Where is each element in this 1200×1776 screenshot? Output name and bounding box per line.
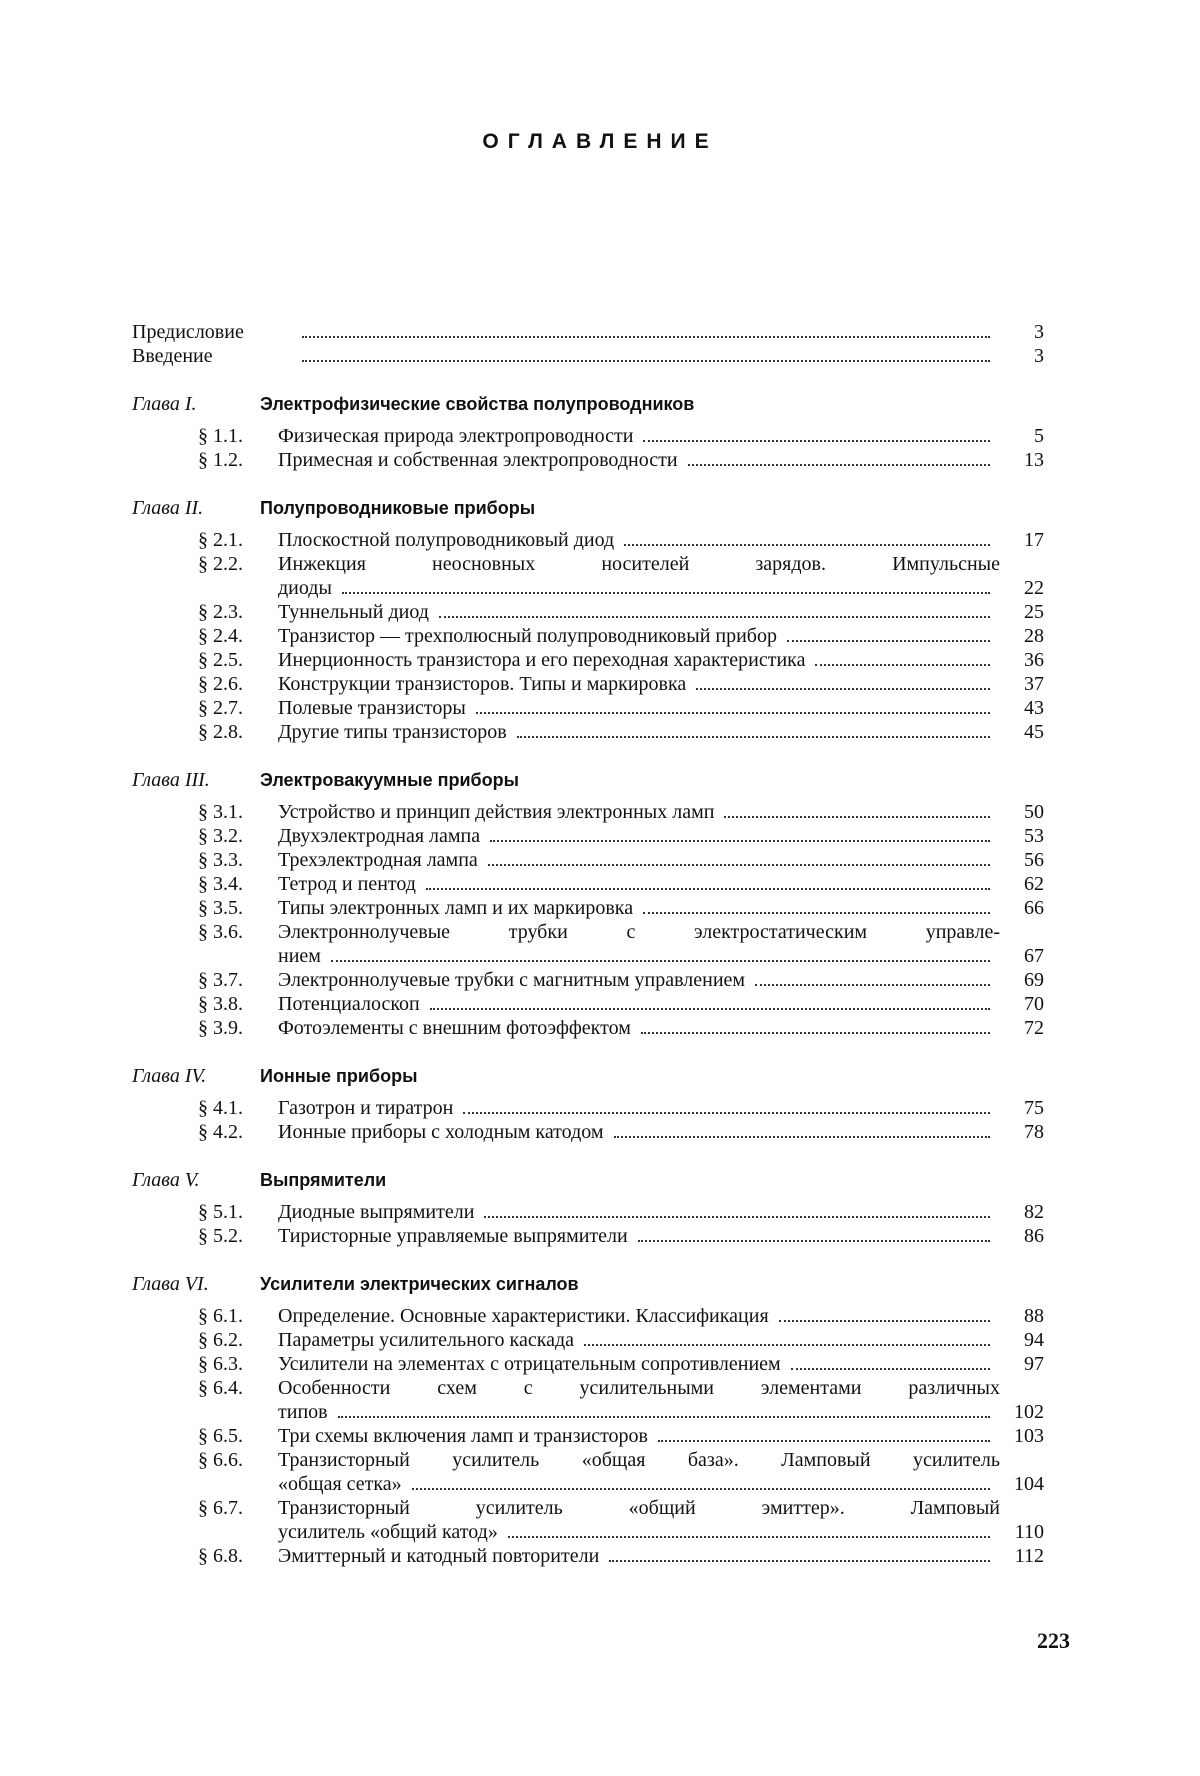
dot-leader bbox=[696, 688, 990, 690]
section-number: § 3.2. bbox=[198, 825, 243, 847]
dot-leader bbox=[490, 840, 990, 842]
chapter-label: Глава II. bbox=[132, 497, 204, 519]
section-page: 104 bbox=[1014, 1473, 1044, 1495]
section-title: Другие типы транзисторов bbox=[278, 721, 507, 743]
section-number: § 3.4. bbox=[198, 873, 243, 895]
section-number: § 3.7. bbox=[198, 969, 243, 991]
section-title: Потенциалоскоп bbox=[278, 993, 420, 1015]
section-number: § 6.2. bbox=[198, 1329, 243, 1351]
toc-entry-title: Введение bbox=[132, 345, 213, 367]
chapter-heading bbox=[132, 494, 1044, 520]
section-number: § 4.1. bbox=[198, 1097, 243, 1119]
section-line bbox=[198, 672, 686, 696]
dot-leader bbox=[641, 1032, 990, 1034]
section-number: § 5.1. bbox=[198, 1201, 243, 1223]
section-title: Туннельный диод bbox=[278, 601, 429, 623]
section-title: Параметры усилительного каскада bbox=[278, 1329, 575, 1351]
section-title: Диодные выпрямители bbox=[278, 1201, 475, 1223]
section-line bbox=[198, 696, 466, 720]
section-line bbox=[198, 424, 633, 448]
chapter-heading bbox=[132, 1166, 1044, 1192]
section-line bbox=[198, 1200, 474, 1224]
section-number: § 2.5. bbox=[198, 649, 243, 671]
section-title: Газотрон и тиратрон bbox=[278, 1097, 454, 1119]
toc-section-entry bbox=[132, 1376, 1044, 1424]
dot-leader bbox=[331, 960, 990, 962]
toc-section-entry bbox=[132, 992, 1044, 1016]
chapter-label: Глава I. bbox=[132, 393, 197, 415]
dot-leader bbox=[338, 1416, 990, 1418]
section-page: 37 bbox=[1024, 673, 1044, 695]
section-title: Электроннолучевые трубки с электростатическим управле- bbox=[278, 921, 1000, 943]
chapter-title: Электрофизические свойства полупроводников bbox=[260, 394, 695, 414]
section-title-continued: типов bbox=[278, 1401, 328, 1423]
section-line bbox=[198, 720, 507, 744]
section-number: § 2.3. bbox=[198, 601, 243, 623]
section-line bbox=[198, 448, 678, 472]
dot-leader bbox=[688, 464, 990, 466]
toc-section-entry bbox=[132, 824, 1044, 848]
section-title: Типы электронных ламп и их маркировка bbox=[278, 897, 634, 919]
section-number: § 2.6. bbox=[198, 673, 243, 695]
section-page: 28 bbox=[1024, 625, 1044, 647]
dot-leader bbox=[643, 440, 990, 442]
toc-section-first-line bbox=[198, 1376, 1044, 1400]
dot-leader bbox=[439, 616, 990, 618]
section-line bbox=[198, 968, 745, 992]
chapter-label: Глава IV. bbox=[132, 1065, 207, 1087]
section-number: § 2.2. bbox=[198, 553, 243, 575]
dot-leader bbox=[342, 592, 990, 594]
section-number: § 2.8. bbox=[198, 721, 243, 743]
section-title: Особенности схем с усилительными элементами различных bbox=[278, 1377, 1000, 1399]
section-title: Инерционность транзистора и его переходная характеристика bbox=[278, 649, 806, 671]
toc-section-entry bbox=[132, 800, 1044, 824]
dot-leader bbox=[614, 1136, 990, 1138]
dot-leader bbox=[302, 336, 990, 338]
toc-section-entry bbox=[132, 1448, 1044, 1496]
section-line bbox=[198, 1544, 599, 1568]
section-title: Фотоэлементы с внешним фотоэффектом bbox=[278, 1017, 631, 1039]
chapter-heading bbox=[132, 766, 1044, 792]
section-number: § 6.1. bbox=[198, 1305, 243, 1327]
page-title: ОГЛАВЛЕНИЕ bbox=[482, 130, 718, 153]
section-page: 94 bbox=[1024, 1329, 1044, 1351]
section-line bbox=[198, 896, 633, 920]
section-page: 75 bbox=[1024, 1097, 1044, 1119]
toc-section-entry bbox=[132, 672, 1044, 696]
chapter-label: Глава V. bbox=[132, 1169, 200, 1191]
toc-section-entry bbox=[132, 1120, 1044, 1144]
dot-leader bbox=[643, 912, 990, 914]
section-title: Транзисторный усилитель «общая база». Ламповый усилитель bbox=[278, 1449, 1000, 1471]
toc-section-entry bbox=[132, 872, 1044, 896]
section-number: § 6.5. bbox=[198, 1425, 243, 1447]
toc-section-entry bbox=[132, 648, 1044, 672]
section-line bbox=[198, 800, 714, 824]
dot-leader bbox=[638, 1240, 990, 1242]
toc-section-entry bbox=[132, 1424, 1044, 1448]
section-page: 62 bbox=[1024, 873, 1044, 895]
toc-entry-page: 3 bbox=[1034, 345, 1044, 367]
table-of-contents bbox=[132, 320, 1044, 1568]
toc-section-entry bbox=[132, 1200, 1044, 1224]
section-page: 56 bbox=[1024, 849, 1044, 871]
section-page: 72 bbox=[1024, 1017, 1044, 1039]
toc-section-entry bbox=[132, 1328, 1044, 1352]
section-title: Электроннолучевые трубки с магнитным управлением bbox=[278, 969, 746, 991]
section-title-continued: «общая сетка» bbox=[278, 1473, 402, 1495]
page-number: 223 bbox=[1037, 1628, 1070, 1653]
chapter-title: Полупроводниковые приборы bbox=[260, 498, 536, 518]
toc-section-first-line bbox=[198, 920, 1044, 944]
section-line bbox=[198, 872, 416, 896]
section-line bbox=[198, 648, 805, 672]
dot-leader bbox=[430, 1008, 990, 1010]
toc-section-entry bbox=[132, 1096, 1044, 1120]
section-page: 53 bbox=[1024, 825, 1044, 847]
section-number: § 2.7. bbox=[198, 697, 243, 719]
section-number: § 3.9. bbox=[198, 1017, 243, 1039]
section-page: 50 bbox=[1024, 801, 1044, 823]
section-line bbox=[198, 624, 777, 648]
section-title: Три схемы включения ламп и транзисторов bbox=[278, 1425, 648, 1447]
section-title: Трехэлектродная лампа bbox=[278, 849, 478, 871]
section-title: Эмиттерный и катодный повторители bbox=[278, 1545, 600, 1567]
section-line bbox=[198, 848, 478, 872]
section-page: 102 bbox=[1014, 1401, 1044, 1423]
section-page: 86 bbox=[1024, 1225, 1044, 1247]
toc-section-entry bbox=[132, 1304, 1044, 1328]
dot-leader bbox=[624, 544, 990, 546]
section-page: 45 bbox=[1024, 721, 1044, 743]
section-number: § 1.2. bbox=[198, 449, 243, 471]
section-line bbox=[198, 528, 614, 552]
chapter-heading bbox=[132, 1062, 1044, 1088]
dot-leader bbox=[302, 360, 990, 362]
section-page: 82 bbox=[1024, 1201, 1044, 1223]
section-page: 22 bbox=[1024, 577, 1044, 599]
dot-leader bbox=[517, 736, 990, 738]
dot-leader bbox=[484, 1216, 990, 1218]
toc-section-first-line bbox=[198, 1496, 1044, 1520]
section-number: § 3.3. bbox=[198, 849, 243, 871]
toc-section-entry bbox=[132, 1224, 1044, 1248]
toc-section-entry bbox=[132, 696, 1044, 720]
dot-leader bbox=[584, 1344, 990, 1346]
toc-section-entry bbox=[132, 896, 1044, 920]
section-title: Ионные приборы с холодным катодом bbox=[278, 1121, 604, 1143]
section-number: § 6.3. bbox=[198, 1353, 243, 1375]
section-number: § 3.6. bbox=[198, 921, 243, 943]
toc-section-entry bbox=[132, 424, 1044, 448]
section-page: 67 bbox=[1024, 945, 1044, 967]
chapter-heading bbox=[132, 1270, 1044, 1296]
section-number: § 1.1. bbox=[198, 425, 243, 447]
toc-section-continuation bbox=[198, 944, 1044, 968]
dot-leader bbox=[658, 1440, 990, 1442]
section-title-continued: диоды bbox=[278, 577, 332, 599]
section-page: 110 bbox=[1014, 1521, 1044, 1543]
section-page: 70 bbox=[1024, 993, 1044, 1015]
section-title: Полевые транзисторы bbox=[278, 697, 466, 719]
toc-section-continuation bbox=[198, 576, 1044, 600]
section-title-continued: нием bbox=[278, 945, 321, 967]
section-page: 88 bbox=[1024, 1305, 1044, 1327]
section-number: § 6.6. bbox=[198, 1449, 243, 1471]
section-title: Тиристорные управляемые выпрямители bbox=[278, 1225, 628, 1247]
toc-entry-preface bbox=[132, 320, 1044, 344]
toc-section-first-line bbox=[198, 552, 1044, 576]
section-line bbox=[198, 1016, 631, 1040]
toc-entry-title: Предисловие bbox=[132, 321, 244, 343]
toc-section-entry bbox=[132, 624, 1044, 648]
section-line bbox=[198, 600, 429, 624]
dot-leader bbox=[508, 1536, 990, 1538]
section-number: § 3.5. bbox=[198, 897, 243, 919]
section-number: § 6.4. bbox=[198, 1377, 243, 1399]
dot-leader bbox=[787, 640, 990, 642]
toc-section-entry bbox=[132, 848, 1044, 872]
section-page: 43 bbox=[1024, 697, 1044, 719]
dot-leader bbox=[791, 1368, 990, 1370]
section-line bbox=[198, 1096, 453, 1120]
section-number: § 2.1. bbox=[198, 529, 243, 551]
toc-section-entry bbox=[132, 968, 1044, 992]
section-number: § 6.7. bbox=[198, 1497, 243, 1519]
toc-section-entry bbox=[132, 528, 1044, 552]
section-line bbox=[198, 1120, 604, 1144]
section-line bbox=[198, 824, 480, 848]
section-line bbox=[198, 1224, 628, 1248]
section-title: Усилители на элементах с отрицательным сопротивлением bbox=[278, 1353, 781, 1375]
toc-entry-introduction bbox=[132, 344, 1044, 368]
section-title: Определение. Основные характеристики. Классификация bbox=[278, 1305, 769, 1327]
section-page: 36 bbox=[1024, 649, 1044, 671]
chapter-title: Электровакуумные приборы bbox=[260, 770, 519, 790]
section-line bbox=[198, 1352, 781, 1376]
section-title: Инжекция неосновных носителей зарядов. Импульсные bbox=[278, 553, 1000, 575]
section-page: 103 bbox=[1014, 1425, 1044, 1447]
section-title: Транзисторный усилитель «общий эмиттер». Ламповый bbox=[278, 1497, 1000, 1519]
chapter-label: Глава VI. bbox=[132, 1273, 209, 1295]
toc-section-entry bbox=[132, 720, 1044, 744]
section-line bbox=[198, 1304, 769, 1328]
section-line bbox=[198, 1328, 574, 1352]
toc-section-entry bbox=[132, 1016, 1044, 1040]
section-number: § 6.8. bbox=[198, 1545, 243, 1567]
dot-leader bbox=[724, 816, 990, 818]
section-page: 112 bbox=[1014, 1545, 1044, 1567]
dot-leader bbox=[779, 1320, 990, 1322]
section-number: § 3.8. bbox=[198, 993, 243, 1015]
section-number: § 5.2. bbox=[198, 1225, 243, 1247]
dot-leader bbox=[476, 712, 990, 714]
dot-leader bbox=[815, 664, 990, 666]
toc-section-entry bbox=[132, 1544, 1044, 1568]
dot-leader bbox=[609, 1560, 990, 1562]
section-page: 69 bbox=[1024, 969, 1044, 991]
toc-section-entry bbox=[132, 552, 1044, 600]
section-page: 25 bbox=[1024, 601, 1044, 623]
section-page: 17 bbox=[1024, 529, 1044, 551]
chapter-heading bbox=[132, 390, 1044, 416]
toc-section-continuation bbox=[198, 1472, 1044, 1496]
dot-leader bbox=[488, 864, 990, 866]
toc-section-first-line bbox=[198, 1448, 1044, 1472]
toc-section-entry bbox=[132, 448, 1044, 472]
toc-section-continuation bbox=[198, 1520, 1044, 1544]
section-page: 13 bbox=[1024, 449, 1044, 471]
section-page: 78 bbox=[1024, 1121, 1044, 1143]
section-line bbox=[198, 992, 420, 1016]
section-title: Транзистор — трехполюсный полупроводниковый прибор bbox=[278, 625, 777, 647]
section-page: 66 bbox=[1024, 897, 1044, 919]
chapter-title: Ионные приборы bbox=[260, 1066, 418, 1086]
section-line bbox=[198, 1424, 648, 1448]
dot-leader bbox=[463, 1112, 990, 1114]
toc-section-entry bbox=[132, 1496, 1044, 1544]
section-title: Конструкции транзисторов. Типы и маркировка bbox=[278, 673, 687, 695]
section-title-continued: усилитель «общий катод» bbox=[278, 1521, 498, 1543]
chapter-title: Усилители электрических сигналов bbox=[260, 1274, 579, 1294]
dot-leader bbox=[755, 984, 990, 986]
section-title: Двухэлектродная лампа bbox=[278, 825, 481, 847]
toc-section-entry bbox=[132, 1352, 1044, 1376]
section-page: 5 bbox=[1034, 425, 1044, 447]
toc-section-entry bbox=[132, 600, 1044, 624]
toc-entry-page: 3 bbox=[1034, 321, 1044, 343]
section-title: Устройство и принцип действия электронных ламп bbox=[278, 801, 715, 823]
dot-leader bbox=[426, 888, 990, 890]
section-page: 97 bbox=[1024, 1353, 1044, 1375]
chapter-label: Глава III. bbox=[132, 769, 210, 791]
toc-section-continuation bbox=[198, 1400, 1044, 1424]
section-title: Физическая природа электропроводности bbox=[278, 425, 634, 447]
section-title: Примесная и собственная электропроводности bbox=[278, 449, 678, 471]
section-title: Плоскостной полупроводниковый диод bbox=[278, 529, 615, 551]
section-number: § 2.4. bbox=[198, 625, 243, 647]
section-number: § 3.1. bbox=[198, 801, 243, 823]
toc-section-entry bbox=[132, 920, 1044, 968]
dot-leader bbox=[412, 1488, 990, 1490]
section-number: § 4.2. bbox=[198, 1121, 243, 1143]
chapter-title: Выпрямители bbox=[260, 1170, 387, 1190]
section-title: Тетрод и пентод bbox=[278, 873, 416, 895]
